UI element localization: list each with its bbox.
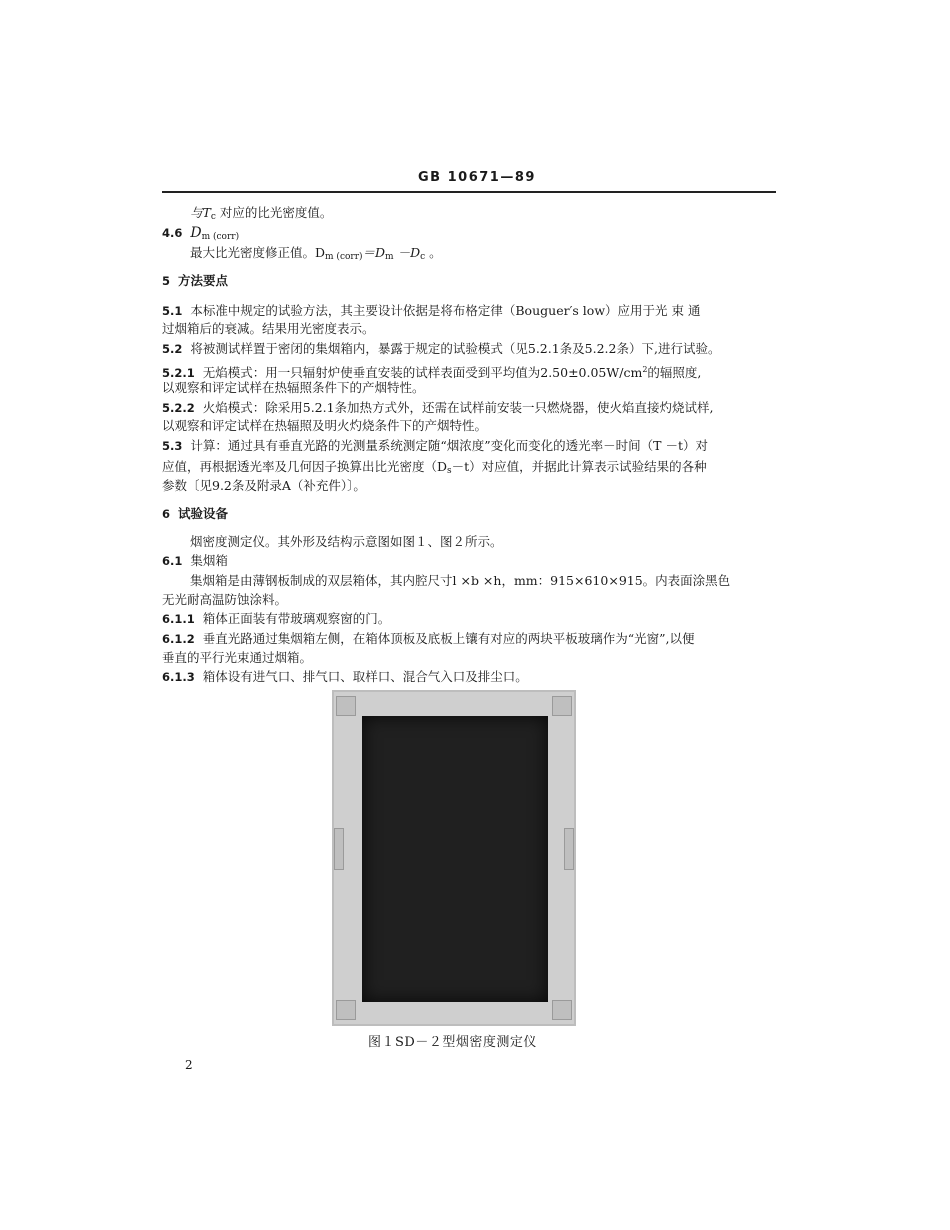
door-hinge (334, 828, 344, 870)
section-5-2-1-line-2: 以观察和评定试样在热辐照条件下的产烟特性。 (162, 380, 425, 395)
section-6-1-2-line-1 (162, 631, 782, 647)
section-number: 6.1.1 (162, 612, 195, 626)
section-number: 4.6 (162, 226, 183, 240)
text: ＝D (362, 245, 386, 260)
section-6-heading (162, 506, 782, 522)
section-6-1-line-1: 集烟箱是由薄钢板制成的双层箱体，其内腔尺寸l ×b ×h，mm：915×610×915。内表面涂黑色 (190, 573, 731, 588)
section-6-1-2-line-2: 垂直的平行光束通过烟箱。 (162, 650, 313, 665)
section-number: 5.3 (162, 439, 183, 453)
page-number: 2 (185, 1058, 193, 1072)
subscript: s (447, 466, 452, 476)
corner-bracket (336, 1000, 356, 1020)
subscript: c (420, 252, 426, 262)
symbol: D (190, 225, 202, 241)
text: 应值，再根据透光率及几何因子换算出比光密度（D (162, 459, 448, 474)
text: 垂直光路通过集烟箱左侧，在箱体顶板及底板上镶有对应的两块平板玻璃作为“光窗”,以便 (202, 631, 695, 646)
section-title: 方法要点 (178, 273, 229, 288)
text: 的辐照度, (647, 365, 702, 380)
section-6-1-1-line-1 (162, 611, 782, 627)
text: 对应的比光密度值。 (215, 205, 333, 220)
text: －D (393, 245, 421, 260)
section-5-2-1-line-1 (162, 362, 782, 381)
section-number: 5.2.2 (162, 401, 195, 415)
text: 。 (425, 245, 442, 260)
subscript: c (210, 212, 216, 222)
section-number: 5 (162, 274, 171, 288)
section-6-1-line-2: 无光耐高温防蚀涂料。 (162, 592, 288, 607)
section-number: 5.1 (162, 304, 183, 318)
section-5-1-line-2: 过烟箱后的衰减。结果用光密度表示。 (162, 321, 375, 336)
section-5-3-line-2 (162, 459, 782, 479)
door-hinge (564, 828, 574, 870)
text: 本标准中规定的试验方法，其主要设计依据是将布格定律（Bouguer′s low）应用于光 束 通 (190, 303, 701, 318)
text: 无焰模式：用一只辐射炉使垂直安装的试样表面受到平均值为2.50±0.05W/cm (202, 365, 643, 380)
subscript: m (385, 252, 394, 262)
text: 最大比光密度修正值。D (190, 245, 326, 260)
section-number: 6.1 (162, 554, 183, 568)
text: 与T (190, 205, 211, 220)
section-5-heading (162, 273, 782, 289)
section-5-1-line-1 (162, 303, 782, 319)
section-6-1-heading (162, 553, 782, 569)
subscript: m (corr) (325, 252, 363, 262)
section-6-1-3-line-1 (162, 669, 782, 685)
section-title: 试验设备 (178, 506, 229, 521)
section-number: 6 (162, 507, 171, 521)
corner-bracket (552, 1000, 572, 1020)
text: 将被测试样置于密闭的集烟箱内，暴露于规定的试验模式（见5.2.1条及5.2.2条）下,进行试验。 (190, 341, 721, 356)
section-number: 6.1.2 (162, 632, 195, 646)
continuation-line (190, 205, 780, 225)
section-number: 5.2.1 (162, 366, 195, 380)
text: 箱体设有进气口、排气口、取样口、混合气入口及排尘口。 (202, 669, 528, 684)
text: 箱体正面装有带玻璃观察窗的门。 (202, 611, 391, 626)
superscript: 2 (642, 365, 648, 374)
subscript: m (corr) (201, 232, 240, 242)
section-5-2-2-line-1 (162, 400, 782, 416)
chamber-door-window (362, 716, 548, 1002)
smoke-density-tester-photo (332, 690, 576, 1026)
section-4-6-heading (162, 225, 782, 245)
text: 火焰模式：除采用5.2.1条加热方式外，还需在试样前安装一只燃烧器，使火焰直接灼烧试样, (202, 400, 714, 415)
standard-code: GB 10671—89 (418, 170, 536, 185)
text: 计算：通过具有垂直光路的光测量系统测定随“烟浓度”变化而变化的透光率－时间（T －t）对 (190, 438, 708, 453)
figure-caption: 图１SD－２型烟密度测定仪 (368, 1035, 537, 1050)
section-6-intro: 烟密度测定仪。其外形及结构示意图如图１、图２所示。 (190, 534, 503, 549)
section-number: 5.2 (162, 342, 183, 356)
corner-bracket (336, 696, 356, 716)
header-rule (162, 191, 776, 193)
text: －t）对应值，并据此计算表示试验结果的各种 (451, 459, 707, 474)
section-5-3-line-3: 参数〔见9.2条及附录A（补充件）〕。 (162, 478, 366, 493)
section-4-6-text (190, 245, 780, 265)
corner-bracket (552, 696, 572, 716)
section-5-3-line-1 (162, 438, 782, 454)
section-number: 6.1.3 (162, 670, 195, 684)
section-5-2-2-line-2: 以观察和评定试样在热辐照及明火灼烧条件下的产烟特性。 (162, 418, 488, 433)
section-5-2-line-1 (162, 341, 782, 357)
section-title: 集烟箱 (190, 553, 228, 568)
